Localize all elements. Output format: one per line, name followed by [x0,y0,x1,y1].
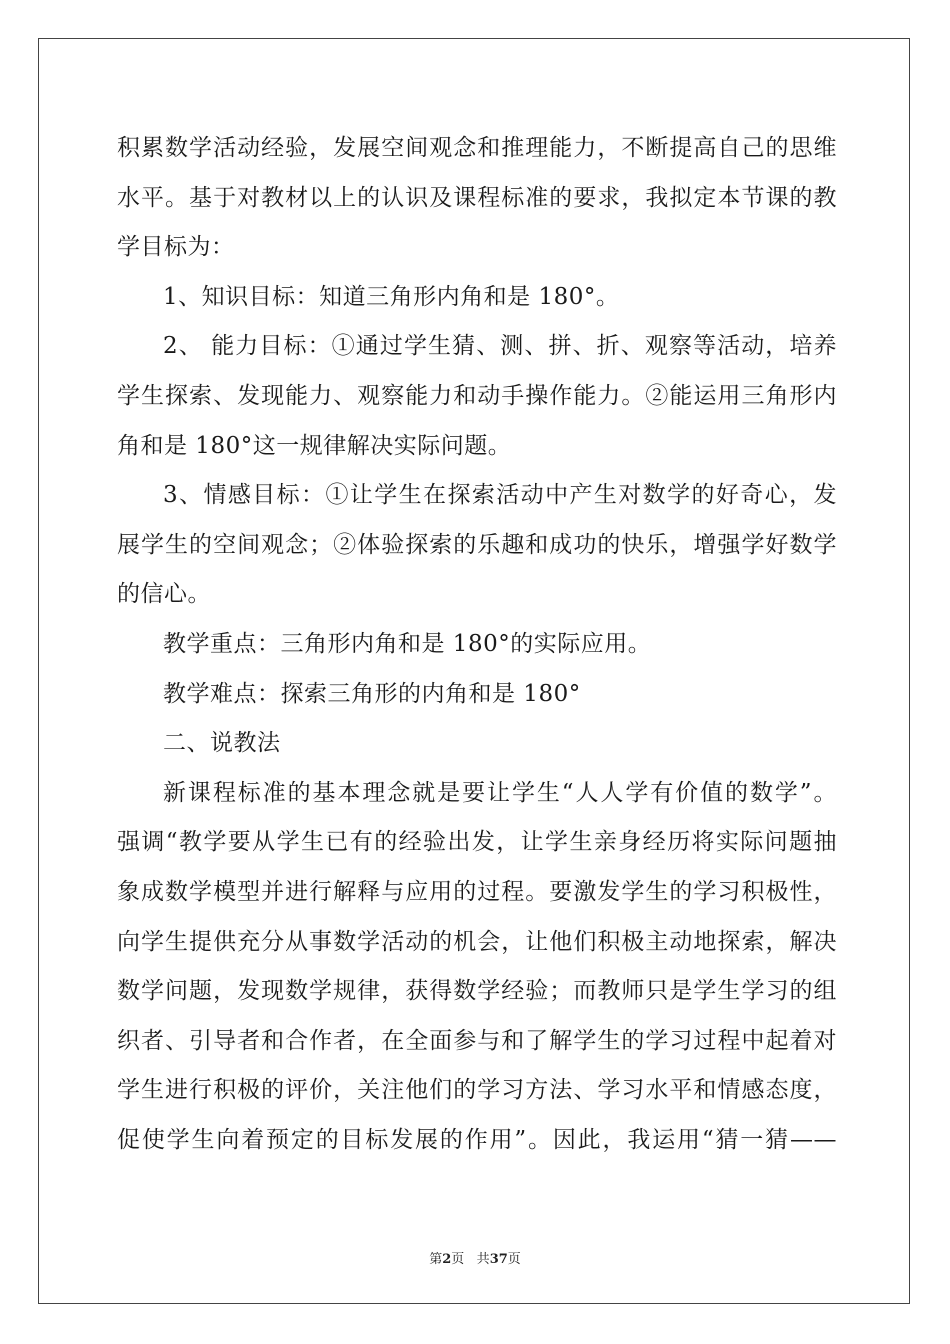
text-line: 象成数学模型并进行解释与应用的过程。要激发学生的学习积极性， [117,878,837,905]
text-line: 向学生提供充分从事数学活动的机会，让他们积极主动地探索，解决 [117,928,837,955]
text-line: 水平。基于对教材以上的认识及课程标准的要求，我拟定本节课的教 [117,184,837,211]
document-body [117,124,837,1165]
text-line: 学生进行积极的评价，关注他们的学习方法、学习水平和情感态度， [117,1077,837,1104]
text-line: 二、说教法 [163,730,281,757]
text-line: 教学难点：探索三角形的内角和是 180° [163,680,581,707]
page-footer [0,1248,950,1267]
text-line: 强调“教学要从学生已有的经验出发，让学生亲身经历将实际问题抽 [117,829,837,856]
text-line: 展学生的空间观念；②体验探索的乐趣和成功的快乐，增强学好数学 [117,531,837,558]
total-page-count: 37 [489,1252,508,1267]
text-line: 新课程标准的基本理念就是要让学生“人人学有价值的数学”。 [163,779,837,806]
footer-total-prefix: 共 [476,1252,490,1267]
text-line: 积累数学活动经验，发展空间观念和推理能力，不断提高自己的思维 [117,135,837,161]
text-line: 织者、引导者和合作者，在全面参与和了解学生的学习过程中起着对 [117,1027,837,1054]
text-line: 学生探索、发现能力、观察能力和动手操作能力。②能运用三角形内 [117,382,837,409]
current-page-number: 2 [442,1252,452,1267]
footer-prefix: 第 [429,1252,443,1267]
text-line: 1、知识目标：知道三角形内角和是 180°。 [163,283,620,310]
footer-total-unit: 页 [507,1252,521,1267]
text-line: 数学问题，发现数学规律，获得数学经验；而教师只是学生学习的组 [117,978,837,1005]
text-line: 教学重点：三角形内角和是 180°的实际应用。 [163,630,652,657]
text-line: 的信心。 [117,581,211,608]
text-line: 3、情感目标：①让学生在探索活动中产生对数学的好奇心，发 [163,482,837,509]
text-line: 角和是 180°这一规律解决实际问题。 [117,432,512,459]
footer-page-unit: 页 [451,1252,465,1267]
text-line: 学目标为： [117,234,235,261]
text-line: 促使学生向着预定的目标发展的作用”。因此，我运用“猜一猜—— [117,1126,837,1153]
text-line: 2、 能力目标：①通过学生猜、测、拼、折、观察等活动，培养 [163,333,837,360]
